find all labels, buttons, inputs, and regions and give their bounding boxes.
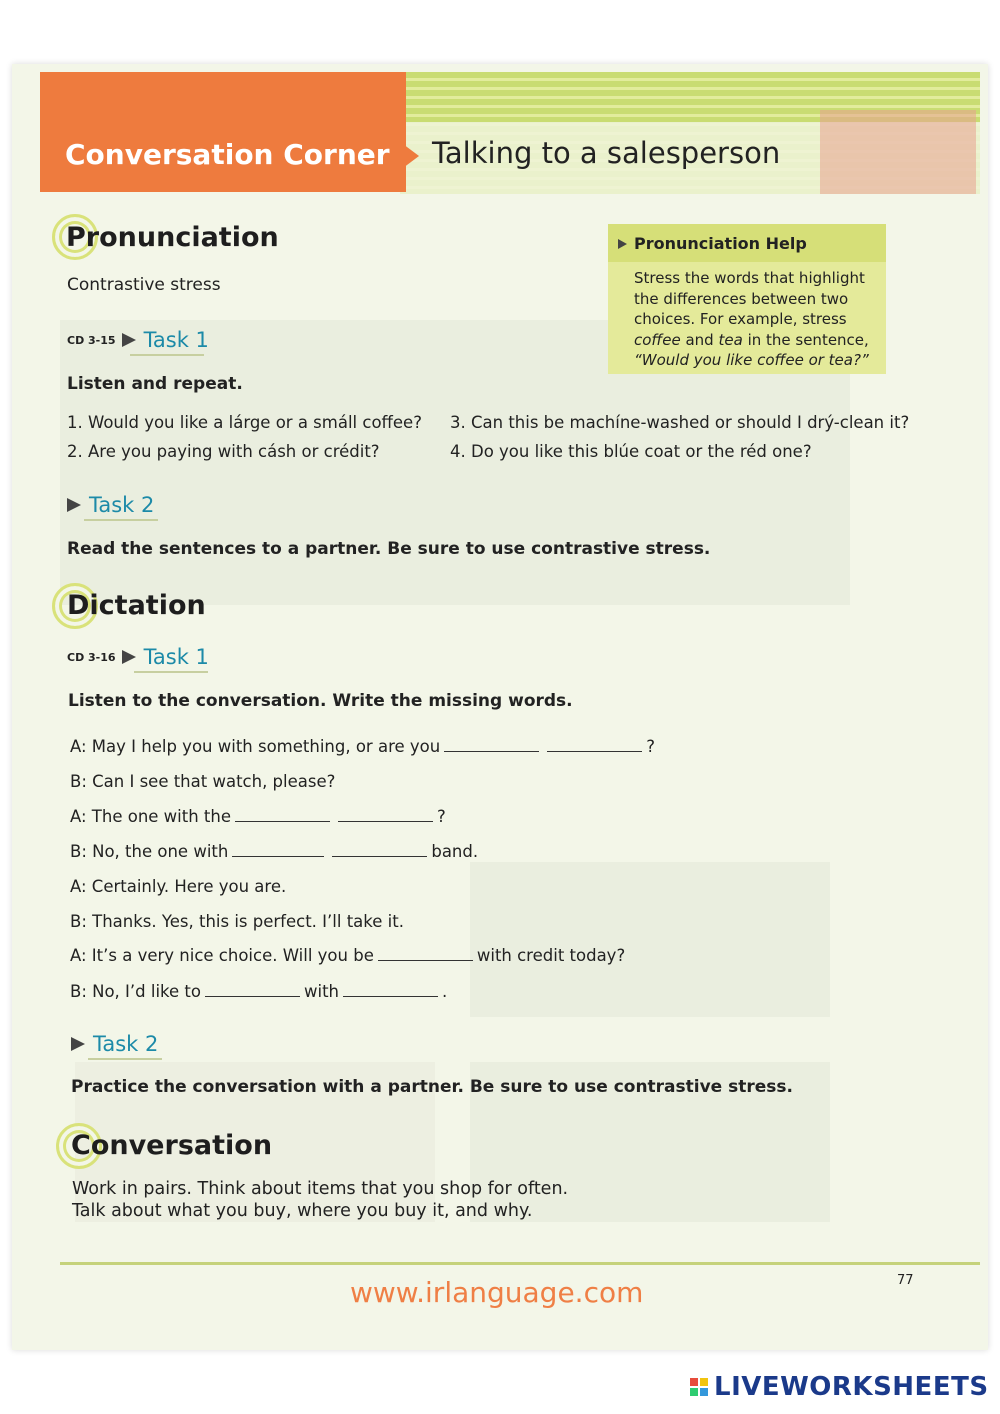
help-box-title: Pronunciation Help — [634, 234, 807, 253]
conversation-line: Work in pairs. Think about items that you shop for often. — [72, 1179, 569, 1199]
dictation-task1-header — [67, 645, 209, 669]
answer-blank[interactable] — [332, 842, 427, 857]
dialogue-line: B: Thanks. Yes, this is perfect. I’ll take it. — [70, 912, 404, 931]
answer-blank[interactable] — [338, 807, 433, 822]
list-item: 4. Do you like this blúe coat or the réd one? — [450, 442, 812, 461]
dialogue-line: A: May I help you with something, or are you ? — [70, 737, 655, 756]
dialogue-line: B: No, I’d like to with . — [70, 982, 448, 1001]
pronunciation-task2-header — [67, 493, 154, 517]
watermark-url: www.irlanguage.com — [350, 1276, 644, 1309]
list-item: 2. Are you paying with cásh or crédit? — [67, 442, 380, 461]
cd-track-label: CD 3-16 — [67, 650, 116, 664]
pronunciation-task2-instruction: Read the sentences to a partner. Be sure to use contrastive stress. — [67, 539, 711, 559]
answer-blank[interactable] — [232, 842, 324, 857]
page-number: 77 — [897, 1273, 914, 1288]
play-triangle-icon — [67, 498, 81, 512]
faded-background-image — [470, 862, 830, 1017]
section-title-dictation: Dictation — [67, 590, 206, 621]
dialogue-line: B: No, the one with band. — [70, 842, 479, 861]
pronunciation-help-box — [608, 224, 886, 374]
play-triangle-icon — [618, 239, 627, 249]
conversation-line: Talk about what you buy, where you buy it, and why. — [72, 1201, 533, 1221]
play-triangle-icon — [71, 1037, 85, 1051]
dictation-task2-header — [71, 1032, 158, 1056]
answer-blank[interactable] — [444, 737, 539, 752]
play-triangle-icon — [122, 650, 136, 664]
section-title-conversation: Conversation — [71, 1130, 273, 1161]
list-item: 3. Can this be machíne-washed or should I drý-clean it? — [450, 413, 910, 432]
pronunciation-task1-header — [67, 328, 209, 352]
dialogue-line: A: It’s a very nice choice. Will you be with credit today? — [70, 946, 626, 965]
answer-blank[interactable] — [378, 946, 473, 961]
liveworksheets-logo-icon — [690, 1378, 708, 1396]
answer-blank[interactable] — [547, 737, 642, 752]
task2-label: Task 2 — [93, 1032, 159, 1056]
header-accent-block — [820, 110, 976, 194]
task1-label: Task 1 — [143, 645, 209, 669]
dictation-task1-instruction: Listen to the conversation. Write the missing words. — [68, 691, 573, 711]
task-underline — [130, 354, 204, 356]
chevron-right-icon — [403, 144, 419, 168]
task-underline — [134, 671, 208, 673]
page-subtitle: Talking to a salesperson — [432, 136, 781, 170]
answer-blank[interactable] — [343, 982, 438, 997]
series-title: Conversation Corner — [65, 138, 390, 171]
pronunciation-subtitle: Contrastive stress — [67, 275, 221, 295]
answer-blank[interactable] — [235, 807, 330, 822]
answer-blank[interactable] — [205, 982, 300, 997]
dictation-task2-instruction: Practice the conversation with a partner. Be sure to use contrastive stress. — [71, 1077, 793, 1097]
task-underline — [88, 1058, 162, 1060]
help-box-text: Stress the words that highlight the differences between two choices. For example, stress coffee and tea in the sentence, “Would you like coffee or tea?” — [634, 269, 869, 369]
cd-track-label: CD 3-15 — [67, 333, 116, 347]
task-underline — [84, 519, 158, 521]
liveworksheets-brand — [690, 1372, 989, 1402]
task2-label: Task 2 — [89, 493, 155, 517]
dialogue-line: B: Can I see that watch, please? — [70, 772, 336, 791]
task1-label: Task 1 — [143, 328, 209, 352]
pronunciation-task1-instruction: Listen and repeat. — [67, 374, 243, 394]
dialogue-line: A: The one with the ? — [70, 807, 446, 826]
section-title-pronunciation: Pronunciation — [66, 222, 279, 253]
play-triangle-icon — [122, 333, 136, 347]
dialogue-line: A: Certainly. Here you are. — [70, 877, 287, 896]
header-banner — [40, 72, 406, 192]
list-item: 1. Would you like a lárge or a smáll coffee? — [67, 413, 422, 432]
footer-rule — [60, 1262, 980, 1265]
brand-name: LIVEWORKSHEETS — [714, 1372, 989, 1402]
